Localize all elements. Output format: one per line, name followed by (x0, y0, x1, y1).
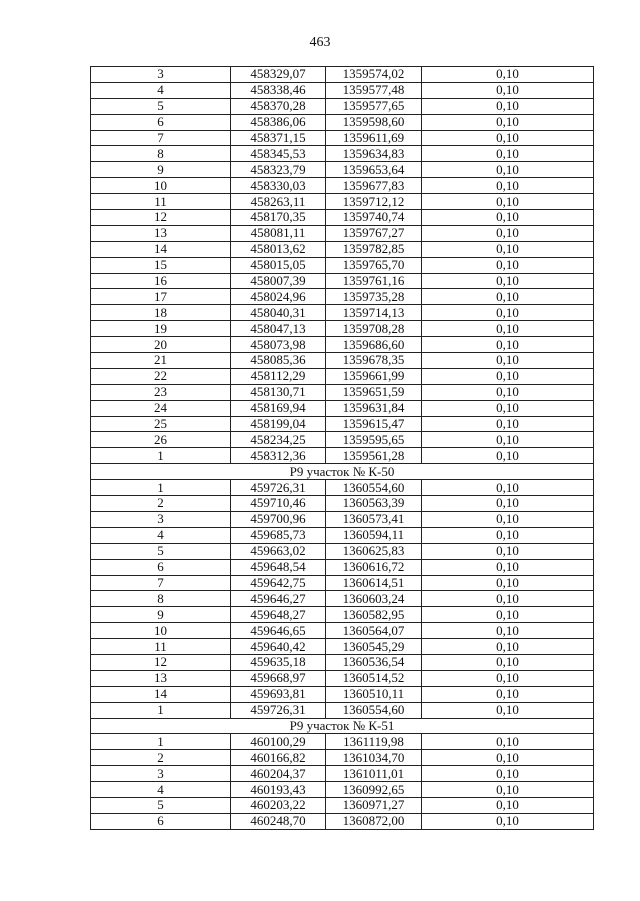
x-coordinate-cell: 458312,36 (231, 448, 326, 464)
table-row (91, 734, 594, 750)
point-number-cell: 5 (91, 98, 231, 114)
accuracy-cell: 0,10 (422, 782, 594, 798)
point-number-cell: 3 (91, 511, 231, 527)
y-coordinate-cell: 1359761,16 (326, 273, 422, 289)
accuracy-cell: 0,10 (422, 400, 594, 416)
table-row (91, 639, 594, 655)
point-number-cell: 12 (91, 654, 231, 670)
section-header-row (91, 464, 594, 480)
x-coordinate-cell: 458386,06 (231, 114, 326, 130)
accuracy-cell: 0,10 (422, 559, 594, 575)
x-coordinate-cell: 458081,11 (231, 225, 326, 241)
x-coordinate-cell: 459646,65 (231, 623, 326, 639)
y-coordinate-cell: 1359677,83 (326, 178, 422, 194)
table-row (91, 686, 594, 702)
x-coordinate-cell: 458015,05 (231, 257, 326, 273)
point-number-cell: 1 (91, 448, 231, 464)
table-row (91, 305, 594, 321)
accuracy-cell: 0,10 (422, 766, 594, 782)
y-coordinate-cell: 1360594,11 (326, 527, 422, 543)
accuracy-cell: 0,10 (422, 225, 594, 241)
x-coordinate-cell: 459685,73 (231, 527, 326, 543)
y-coordinate-cell: 1359611,69 (326, 130, 422, 146)
table-row (91, 210, 594, 226)
x-coordinate-cell: 458199,04 (231, 416, 326, 432)
table-row (91, 162, 594, 178)
accuracy-cell: 0,10 (422, 511, 594, 527)
y-coordinate-cell: 1360554,60 (326, 480, 422, 496)
y-coordinate-cell: 1359561,28 (326, 448, 422, 464)
point-number-cell: 1 (91, 734, 231, 750)
y-coordinate-cell: 1360564,07 (326, 623, 422, 639)
y-coordinate-cell: 1359686,60 (326, 337, 422, 353)
accuracy-cell: 0,10 (422, 178, 594, 194)
accuracy-cell: 0,10 (422, 480, 594, 496)
point-number-cell: 11 (91, 639, 231, 655)
accuracy-cell: 0,10 (422, 432, 594, 448)
point-number-cell: 10 (91, 623, 231, 639)
point-number-cell: 9 (91, 162, 231, 178)
x-coordinate-cell: 459726,31 (231, 702, 326, 718)
y-coordinate-cell: 1360573,41 (326, 511, 422, 527)
point-number-cell: 21 (91, 353, 231, 369)
accuracy-cell: 0,10 (422, 654, 594, 670)
x-coordinate-cell: 459648,27 (231, 607, 326, 623)
accuracy-cell: 0,10 (422, 813, 594, 829)
x-coordinate-cell: 459700,96 (231, 511, 326, 527)
table-row (91, 114, 594, 130)
y-coordinate-cell: 1359735,28 (326, 289, 422, 305)
y-coordinate-cell: 1359740,74 (326, 210, 422, 226)
y-coordinate-cell: 1359577,48 (326, 82, 422, 98)
y-coordinate-cell: 1361119,98 (326, 734, 422, 750)
point-number-cell: 4 (91, 782, 231, 798)
table-row (91, 750, 594, 766)
accuracy-cell: 0,10 (422, 575, 594, 591)
accuracy-cell: 0,10 (422, 448, 594, 464)
table-row (91, 353, 594, 369)
y-coordinate-cell: 1359661,99 (326, 368, 422, 384)
y-coordinate-cell: 1359712,12 (326, 194, 422, 210)
y-coordinate-cell: 1360603,24 (326, 591, 422, 607)
x-coordinate-cell: 458024,96 (231, 289, 326, 305)
table-row (91, 194, 594, 210)
table-row (91, 432, 594, 448)
point-number-cell: 9 (91, 607, 231, 623)
accuracy-cell: 0,10 (422, 146, 594, 162)
point-number-cell: 24 (91, 400, 231, 416)
table-row (91, 130, 594, 146)
table-row (91, 575, 594, 591)
y-coordinate-cell: 1360536,54 (326, 654, 422, 670)
table-row (91, 146, 594, 162)
accuracy-cell: 0,10 (422, 416, 594, 432)
y-coordinate-cell: 1359651,59 (326, 384, 422, 400)
y-coordinate-cell: 1359577,65 (326, 98, 422, 114)
y-coordinate-cell: 1360554,60 (326, 702, 422, 718)
point-number-cell: 20 (91, 337, 231, 353)
x-coordinate-cell: 458370,28 (231, 98, 326, 114)
table-row (91, 559, 594, 575)
x-coordinate-cell: 460248,70 (231, 813, 326, 829)
x-coordinate-cell: 458338,46 (231, 82, 326, 98)
accuracy-cell: 0,10 (422, 797, 594, 813)
accuracy-cell: 0,10 (422, 257, 594, 273)
point-number-cell: 3 (91, 67, 231, 83)
accuracy-cell: 0,10 (422, 194, 594, 210)
y-coordinate-cell: 1359595,65 (326, 432, 422, 448)
x-coordinate-cell: 458234,25 (231, 432, 326, 448)
x-coordinate-cell: 458073,98 (231, 337, 326, 353)
y-coordinate-cell: 1359714,13 (326, 305, 422, 321)
point-number-cell: 1 (91, 480, 231, 496)
table-row (91, 400, 594, 416)
accuracy-cell: 0,10 (422, 210, 594, 226)
x-coordinate-cell: 460203,22 (231, 797, 326, 813)
point-number-cell: 12 (91, 210, 231, 226)
accuracy-cell: 0,10 (422, 734, 594, 750)
accuracy-cell: 0,10 (422, 321, 594, 337)
point-number-cell: 2 (91, 750, 231, 766)
accuracy-cell: 0,10 (422, 241, 594, 257)
table-row (91, 337, 594, 353)
table-row (91, 98, 594, 114)
point-number-cell: 14 (91, 686, 231, 702)
y-coordinate-cell: 1360614,51 (326, 575, 422, 591)
point-number-cell: 13 (91, 670, 231, 686)
y-coordinate-cell: 1359574,02 (326, 67, 422, 83)
table-row (91, 623, 594, 639)
x-coordinate-cell: 458112,29 (231, 368, 326, 384)
table-row (91, 670, 594, 686)
x-coordinate-cell: 459646,27 (231, 591, 326, 607)
point-number-cell: 15 (91, 257, 231, 273)
x-coordinate-cell: 458007,39 (231, 273, 326, 289)
point-number-cell: 19 (91, 321, 231, 337)
x-coordinate-cell: 458169,94 (231, 400, 326, 416)
x-coordinate-cell: 459642,75 (231, 575, 326, 591)
accuracy-cell: 0,10 (422, 607, 594, 623)
x-coordinate-cell: 460204,37 (231, 766, 326, 782)
table-row (91, 241, 594, 257)
y-coordinate-cell: 1360971,27 (326, 797, 422, 813)
table-row (91, 766, 594, 782)
point-number-cell: 17 (91, 289, 231, 305)
x-coordinate-cell: 459640,42 (231, 639, 326, 655)
accuracy-cell: 0,10 (422, 337, 594, 353)
x-coordinate-cell: 458330,03 (231, 178, 326, 194)
table-row (91, 782, 594, 798)
table-row (91, 702, 594, 718)
page-number: 463 (309, 35, 331, 50)
point-number-cell: 14 (91, 241, 231, 257)
point-number-cell: 8 (91, 591, 231, 607)
table-row (91, 591, 594, 607)
accuracy-cell: 0,10 (422, 114, 594, 130)
y-coordinate-cell: 1359782,85 (326, 241, 422, 257)
point-number-cell: 2 (91, 496, 231, 512)
accuracy-cell: 0,10 (422, 591, 594, 607)
table-row (91, 448, 594, 464)
y-coordinate-cell: 1360514,52 (326, 670, 422, 686)
accuracy-cell: 0,10 (422, 543, 594, 559)
table-row (91, 480, 594, 496)
accuracy-cell: 0,10 (422, 130, 594, 146)
point-number-cell: 25 (91, 416, 231, 432)
accuracy-cell: 0,10 (422, 686, 594, 702)
point-number-cell: 13 (91, 225, 231, 241)
coordinates-table-body (91, 67, 594, 830)
x-coordinate-cell: 459710,46 (231, 496, 326, 512)
x-coordinate-cell: 459668,97 (231, 670, 326, 686)
y-coordinate-cell: 1359598,60 (326, 114, 422, 130)
point-number-cell: 1 (91, 702, 231, 718)
table-row (91, 67, 594, 83)
x-coordinate-cell: 458345,53 (231, 146, 326, 162)
y-coordinate-cell: 1359634,83 (326, 146, 422, 162)
point-number-cell: 26 (91, 432, 231, 448)
y-coordinate-cell: 1359767,27 (326, 225, 422, 241)
accuracy-cell: 0,10 (422, 67, 594, 83)
x-coordinate-cell: 459726,31 (231, 480, 326, 496)
point-number-cell: 7 (91, 130, 231, 146)
x-coordinate-cell: 460193,43 (231, 782, 326, 798)
coordinates-table (90, 66, 594, 830)
accuracy-cell: 0,10 (422, 496, 594, 512)
x-coordinate-cell: 458013,62 (231, 241, 326, 257)
point-number-cell: 7 (91, 575, 231, 591)
y-coordinate-cell: 1361011,01 (326, 766, 422, 782)
y-coordinate-cell: 1359678,35 (326, 353, 422, 369)
y-coordinate-cell: 1360582,95 (326, 607, 422, 623)
point-number-cell: 3 (91, 766, 231, 782)
section-title: Р9 участок № К-50 (91, 464, 594, 480)
point-number-cell: 5 (91, 543, 231, 559)
accuracy-cell: 0,10 (422, 702, 594, 718)
x-coordinate-cell: 458040,31 (231, 305, 326, 321)
x-coordinate-cell: 458323,79 (231, 162, 326, 178)
y-coordinate-cell: 1359708,28 (326, 321, 422, 337)
table-row (91, 368, 594, 384)
x-coordinate-cell: 459693,81 (231, 686, 326, 702)
accuracy-cell: 0,10 (422, 527, 594, 543)
table-row (91, 496, 594, 512)
point-number-cell: 5 (91, 797, 231, 813)
table-row (91, 225, 594, 241)
x-coordinate-cell: 458371,15 (231, 130, 326, 146)
accuracy-cell: 0,10 (422, 639, 594, 655)
x-coordinate-cell: 458170,35 (231, 210, 326, 226)
accuracy-cell: 0,10 (422, 368, 594, 384)
x-coordinate-cell: 459663,02 (231, 543, 326, 559)
x-coordinate-cell: 458329,07 (231, 67, 326, 83)
section-header-row (91, 718, 594, 734)
y-coordinate-cell: 1361034,70 (326, 750, 422, 766)
point-number-cell: 23 (91, 384, 231, 400)
table-row (91, 543, 594, 559)
point-number-cell: 10 (91, 178, 231, 194)
accuracy-cell: 0,10 (422, 273, 594, 289)
y-coordinate-cell: 1359653,64 (326, 162, 422, 178)
point-number-cell: 6 (91, 559, 231, 575)
x-coordinate-cell: 459648,54 (231, 559, 326, 575)
accuracy-cell: 0,10 (422, 98, 594, 114)
point-number-cell: 11 (91, 194, 231, 210)
y-coordinate-cell: 1359631,84 (326, 400, 422, 416)
table-row (91, 82, 594, 98)
y-coordinate-cell: 1360616,72 (326, 559, 422, 575)
table-row (91, 321, 594, 337)
x-coordinate-cell: 458130,71 (231, 384, 326, 400)
y-coordinate-cell: 1360563,39 (326, 496, 422, 512)
x-coordinate-cell: 458047,13 (231, 321, 326, 337)
table-row (91, 527, 594, 543)
y-coordinate-cell: 1360625,83 (326, 543, 422, 559)
accuracy-cell: 0,10 (422, 750, 594, 766)
accuracy-cell: 0,10 (422, 162, 594, 178)
accuracy-cell: 0,10 (422, 82, 594, 98)
x-coordinate-cell: 460166,82 (231, 750, 326, 766)
table-row (91, 813, 594, 829)
table-row (91, 797, 594, 813)
point-number-cell: 6 (91, 114, 231, 130)
point-number-cell: 8 (91, 146, 231, 162)
y-coordinate-cell: 1360872,00 (326, 813, 422, 829)
y-coordinate-cell: 1360510,11 (326, 686, 422, 702)
point-number-cell: 4 (91, 527, 231, 543)
accuracy-cell: 0,10 (422, 289, 594, 305)
table-row (91, 257, 594, 273)
point-number-cell: 4 (91, 82, 231, 98)
x-coordinate-cell: 458085,36 (231, 353, 326, 369)
table-row (91, 289, 594, 305)
point-number-cell: 22 (91, 368, 231, 384)
accuracy-cell: 0,10 (422, 305, 594, 321)
section-title: Р9 участок № К-51 (91, 718, 594, 734)
accuracy-cell: 0,10 (422, 670, 594, 686)
table-row (91, 607, 594, 623)
y-coordinate-cell: 1360992,65 (326, 782, 422, 798)
accuracy-cell: 0,10 (422, 353, 594, 369)
table-row (91, 654, 594, 670)
table-row (91, 384, 594, 400)
accuracy-cell: 0,10 (422, 623, 594, 639)
x-coordinate-cell: 460100,29 (231, 734, 326, 750)
point-number-cell: 16 (91, 273, 231, 289)
y-coordinate-cell: 1360545,29 (326, 639, 422, 655)
point-number-cell: 6 (91, 813, 231, 829)
y-coordinate-cell: 1359765,70 (326, 257, 422, 273)
table-row (91, 416, 594, 432)
y-coordinate-cell: 1359615,47 (326, 416, 422, 432)
table-row (91, 511, 594, 527)
x-coordinate-cell: 458263,11 (231, 194, 326, 210)
x-coordinate-cell: 459635,18 (231, 654, 326, 670)
table-row (91, 178, 594, 194)
accuracy-cell: 0,10 (422, 384, 594, 400)
point-number-cell: 18 (91, 305, 231, 321)
table-row (91, 273, 594, 289)
